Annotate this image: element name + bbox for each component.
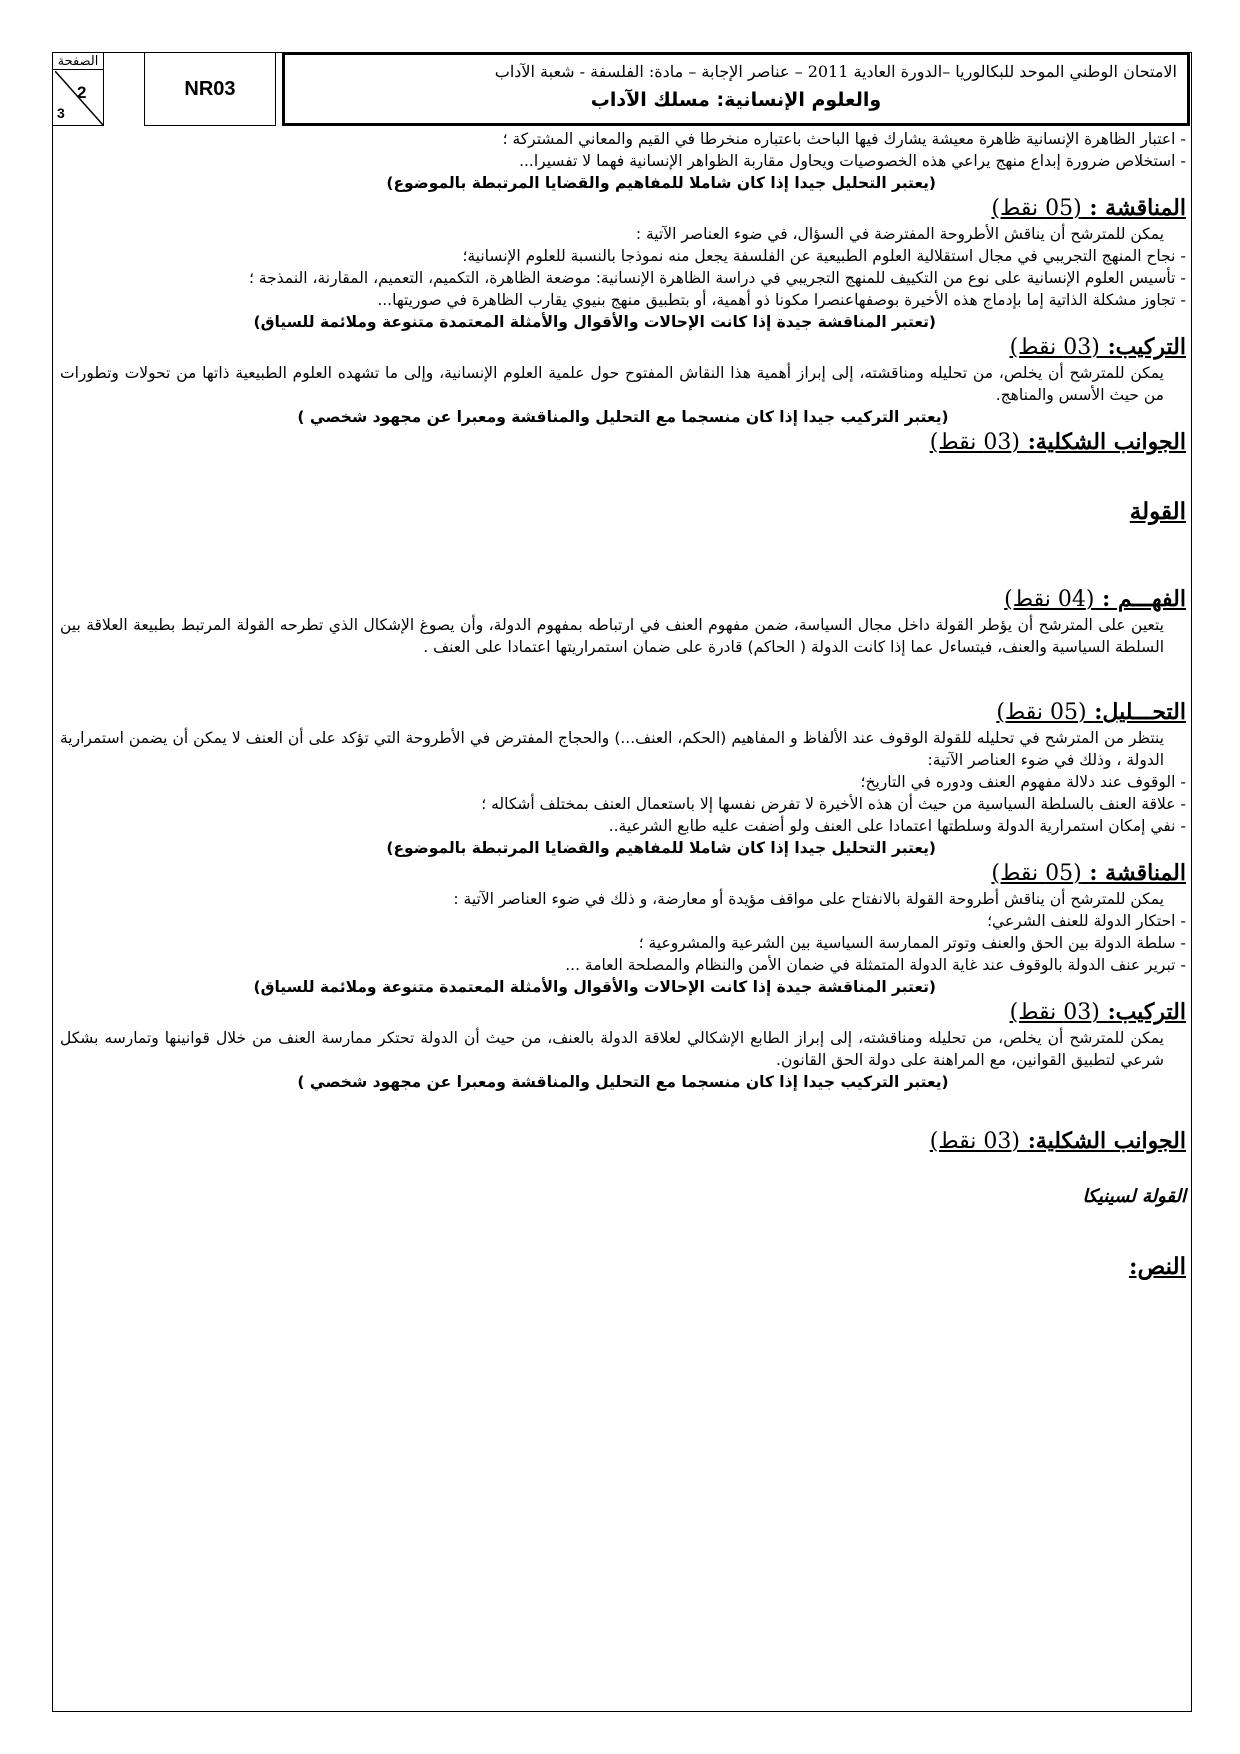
- discussion-heading: [60, 859, 1186, 888]
- discussion-item: - سلطة الدولة بين الحق والعنف وتوتر الممارسة السياسية بين الشرعية والمشروعية ؛: [638, 934, 1186, 952]
- analysis-heading: [60, 698, 1186, 727]
- synthesis-text: يمكن للمترشح أن يخلص، من تحليله ومناقشته، إلى إبراز الطابع الإشكالي لعلاقة الدولة بالعنف، من حيث أن الدولة تحتكر ممارسة العنف من خلال قوانينها وتمارسه بشكل شرعي لتطبيق القوانين، مع المراهنة على دولة الحق القانون.: [60, 1029, 1164, 1069]
- analysis-item: - نفي إمكان استمرارية الدولة وسلطتها اعتمادا على العنف ولو أضفت عليه طابع الشرعية..: [608, 817, 1186, 835]
- synthesis-points: (03 نقط): [1009, 1000, 1100, 1025]
- formal-title: الجوانب الشكلية:: [1027, 1128, 1186, 1154]
- discussion-title: المناقشة :: [1089, 195, 1186, 221]
- discussion-intro: يمكن للمترشح أن يناقش أطروحة القولة بالانفتاح على مواقف مؤيدة أو معارضة، و ذلك في ضوء العناصر الآتية :: [453, 890, 1164, 908]
- synthesis-title: التركيب:: [1107, 999, 1186, 1025]
- header-title-box: [282, 52, 1190, 126]
- page-content: [60, 128, 1186, 1282]
- understanding-points: (04 نقط): [1004, 587, 1095, 612]
- discussion-item: - تبرير عنف الدولة بالوقوف عند غاية الدولة المتمثلة في ضمان الأمن والنظام والمصلحة العامة ...: [565, 956, 1186, 974]
- synthesis-note: (يعتبر التركيب جيدا إذا كان منسجما مع التحليل والمناقشة ومعبرا عن مجهود شخصي ): [297, 1073, 949, 1091]
- analysis-title: التحـــليل:: [1094, 699, 1186, 725]
- page-indicator: [52, 52, 104, 126]
- page-label: الصفحة: [53, 54, 103, 70]
- synthesis-text: يمكن للمترشح أن يخلص، من تحليله ومناقشته، إلى إبراز أهمية هذا النقاش المفتوح حول علمية العلوم الإنسانية، وإلى ما تشهده العلوم الطبيعية ذاتها من تحولات وتطورات من حيث الأسس والمناهج.: [60, 364, 1164, 404]
- page-number: 2: [77, 83, 87, 102]
- discussion-item: - تجاوز مشكلة الذاتية إما بإدماج هذه الأخيرة بوصفهاعنصرا مكونا ذو أهمية، أو بتطبيق منهج بنيوي يقارب الظاهرة في صوريتها...: [377, 291, 1186, 309]
- discussion-note: (تعتبر المناقشة جيدة إذا كانت الإحالات والأقوال والأمثلة المعتمدة متنوعة وملائمة للسياق): [253, 313, 936, 331]
- understanding-heading: [60, 585, 1186, 614]
- synthesis-note: (يعتبر التركيب جيدا إذا كان منسجما مع التحليل والمناقشة ومعبرا عن مجهود شخصي ): [297, 408, 949, 426]
- page-total: 3: [57, 105, 65, 121]
- analysis-item: - اعتبار الظاهرة الإنسانية ظاهرة معيشة يشارك فيها الباحث باعتباره منخرطا في القيم والمعاني المشتركة ؛: [502, 130, 1186, 148]
- analysis-item: - علاقة العنف بالسلطة السياسية من حيث أن هذه الأخيرة لا تفرض نفسها إلا باستعمال العنف بمختلف أشكاله ؛: [481, 795, 1186, 813]
- discussion-points: (05 نقط): [991, 196, 1082, 221]
- discussion-item: - احتكار الدولة للعنف الشرعي؛: [987, 912, 1186, 930]
- discussion-item: - تأسيس العلوم الإنسانية على نوع من التكييف للمنهج التجريبي في دراسة الظاهرة الإنسانية: موضعة الظاهرة، التكميم، التعميم، المقارنة، النمذجة ؛: [249, 269, 1186, 287]
- understanding-text: يتعين على المترشح أن يؤطر القولة داخل مجال السياسة، ضمن مفهوم العنف في ارتباطه بمفهوم الدولة، وأن يصوغ الإشكال الذي تطرحه القولة المرتبط بطبيعة العلاقة بين السلطة السياسية والعنف، فيتساءل عما إذا كانت الدولة ( الحاكم) قادرة على ضمان استمراريتها اعتمادا على العنف .: [60, 616, 1164, 656]
- analysis-note: (يعتبر التحليل جيدا إذا كان شاملا للمفاهيم والقضايا المرتبطة بالموضوع): [386, 174, 936, 192]
- discussion-points: (05 نقط): [991, 861, 1082, 886]
- quote-author: القولة لسينيكا: [1082, 1186, 1186, 1207]
- header-line-1: الامتحان الوطني الموحد للبكالوريا –الدورة العادية 2011 – عناصر الإجابة – مادة: الفلسفة - شعبة الآداب: [494, 62, 1177, 81]
- quote-heading: القولة: [1129, 498, 1186, 525]
- exam-code: NR03: [144, 52, 276, 126]
- formal-heading: [60, 428, 1186, 457]
- header-line-2: والعلوم الإنسانية: مسلك الآداب: [590, 89, 882, 111]
- text-heading: النص:: [1128, 1253, 1186, 1280]
- formal-heading: [60, 1127, 1186, 1156]
- exam-header: [52, 52, 1192, 128]
- analysis-item: - الوقوف عند دلالة مفهوم العنف ودوره في التاريخ؛: [860, 773, 1186, 791]
- formal-points: (03 نقط): [929, 1129, 1021, 1154]
- analysis-points: (05 نقط): [996, 700, 1087, 725]
- analysis-item: - استخلاص ضرورة إبداع منهج يراعي هذه الخصوصيات ويحاول مقاربة الظواهر الإنسانية فهما لا تفسيرا...: [519, 152, 1186, 170]
- synthesis-heading: [60, 998, 1186, 1027]
- discussion-item: - نجاح المنهج التجريبي في مجال استقلالية العلوم الطبيعية عن الفلسفة يجعل منه نموذجا بالنسبة للعلوم الإنسانية؛: [462, 247, 1186, 265]
- understanding-title: الفهـــم :: [1102, 586, 1186, 612]
- discussion-intro: يمكن للمترشح أن يناقش الأطروحة المفترضة في السؤال، في ضوء العناصر الآتية :: [635, 225, 1164, 243]
- discussion-title: المناقشة :: [1089, 860, 1186, 886]
- formal-points: (03 نقط): [929, 430, 1021, 455]
- discussion-heading: [60, 194, 1186, 223]
- synthesis-title: التركيب:: [1107, 334, 1186, 360]
- synthesis-points: (03 نقط): [1009, 335, 1100, 360]
- formal-title: الجوانب الشكلية:: [1027, 429, 1186, 455]
- analysis-intro: ينتظر من المترشح في تحليله للقولة الوقوف عند الألفاظ و المفاهيم (الحكم، العنف...) والحجاج المفترض في الأطروحة التي تؤكد على أن العنف لا يمكن أن يضمن استمرارية الدولة ، وذلك في ضوء العناصر الآتية:: [60, 729, 1164, 769]
- analysis-note: (يعتبر التحليل جيدا إذا كان شاملا للمفاهيم والقضايا المرتبطة بالموضوع): [386, 839, 936, 857]
- synthesis-heading: [60, 333, 1186, 362]
- discussion-note: (تعتبر المناقشة جيدة إذا كانت الإحالات والأقوال والأمثلة المعتمدة متنوعة وملائمة للسياق): [253, 978, 936, 996]
